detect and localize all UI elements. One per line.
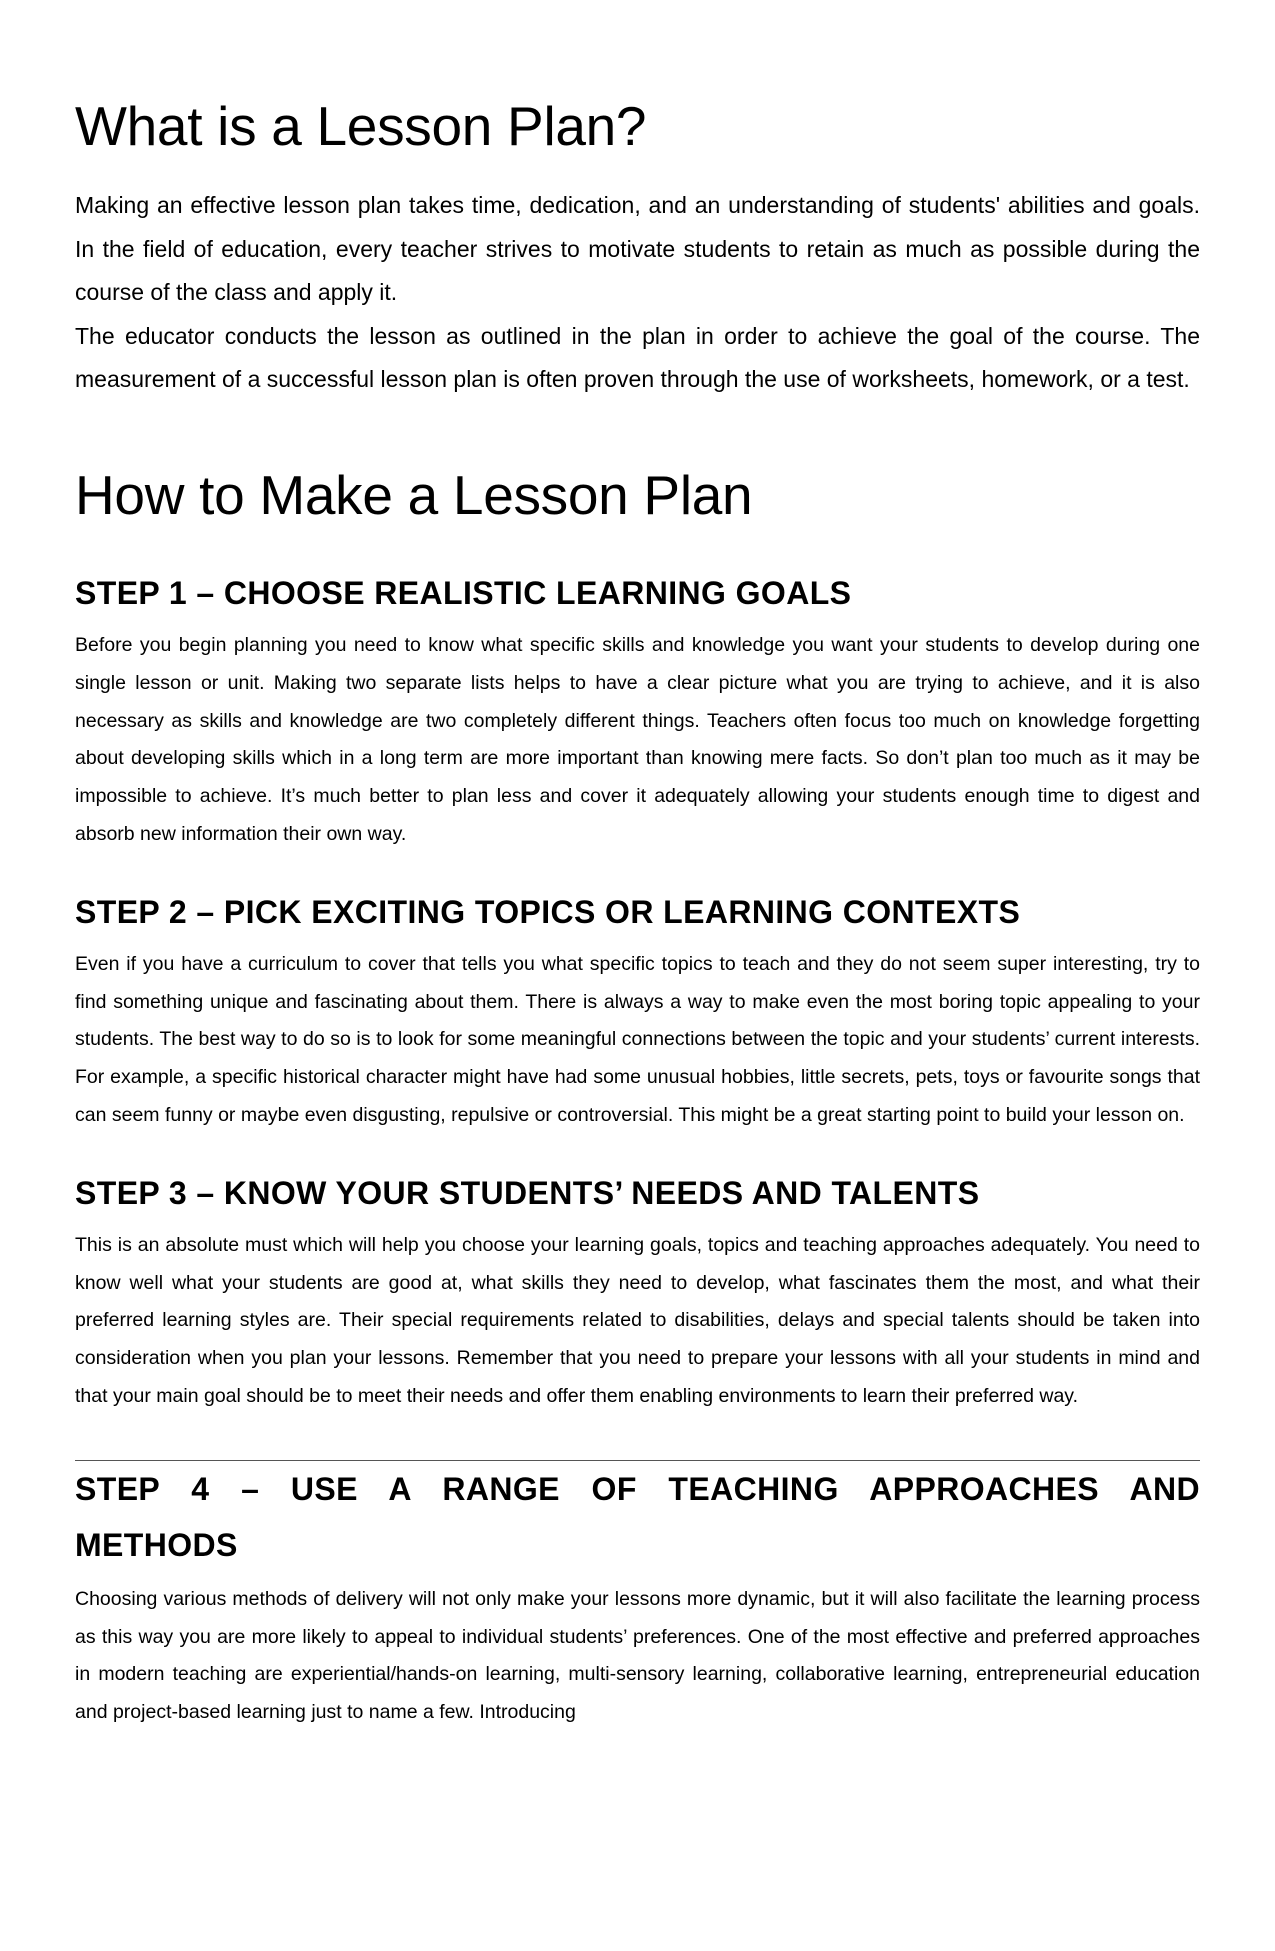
step-4-heading: STEP 4 – USE A RANGE OF TEACHING APPROACHES AND METHODS	[75, 1470, 1200, 1563]
intro-paragraph: Making an effective lesson plan takes time, dedication, and an understanding of students' abilities and goals. In the field of education, every teacher strives to motivate students to retain as much as possible during the course of the class and apply it.	[75, 192, 1200, 306]
step-4-body: Choosing various methods of delivery will not only make your lessons more dynamic, but it will also facilitate the learning process as this way you are more likely to appeal to individual students’ preferences. One of the most effective and preferred approaches in modern teaching are experiential/hands-on learning, multi-sensory learning, collaborative learning, entrepreneurial education and project-based learning just to name a few. Introducing	[75, 1587, 1200, 1724]
step-3-heading: STEP 3 – KNOW YOUR STUDENTS’ NEEDS AND TALENTS	[75, 1174, 980, 1211]
intro-block	[75, 184, 1200, 402]
step-2-body: Even if you have a curriculum to cover that tells you what specific topics to teach and they do not seem super interesting, try to find something unique and fascinating about them. There is always a way to make even the most boring topic appealing to your students. The best way to do so is to look for some meaningful connections between the topic and your students’ current interests. For example, a specific historical character might have had some unusual hobbies, little secrets, pets, toys or favourite songs that can seem funny or maybe even disgusting, repulsive or controversial. This might be a great starting point to build your lesson on.	[75, 952, 1200, 1126]
step-2-heading: STEP 2 – PICK EXCITING TOPICS OR LEARNING CONTEXTS	[75, 893, 1021, 930]
intro-paragraph: The educator conducts the lesson as outlined in the plan in order to achieve the goal of the course. The measurement of a successful lesson plan is often proven through the use of worksheets, homework, or a test.	[75, 322, 1200, 393]
step-1-body: Before you begin planning you need to know what specific skills and knowledge you want your students to develop during one single lesson or unit. Making two separate lists helps to have a clear picture what you are trying to achieve, and it is also necessary as skills and knowledge are two completely different things. Teachers often focus too much on knowledge forgetting about developing skills which in a long term are more important than knowing mere facts. So don’t plan too much as it may be impossible to achieve. It’s much better to plan less and cover it adequately allowing your students enough time to digest and absorb new information their own way.	[75, 634, 1200, 845]
section-title-what-is-lesson-plan: What is a Lesson Plan?	[75, 95, 647, 157]
step-3-body: This is an absolute must which will help you choose your learning goals, topics and teaching approaches adequately. You need to know well what your students are good at, what skills they need to develop, what fascinates them the most, and what their preferred learning styles are. Their special requirements related to disabilities, delays and special talents should be taken into consideration when you plan your lessons. Remember that you need to prepare your lessons with all your students in mind and that your main goal should be to meet their needs and offer them enabling environments to learn their preferred way.	[75, 1233, 1200, 1407]
section-title-how-to-make: How to Make a Lesson Plan	[75, 463, 753, 526]
step-1-heading: STEP 1 – CHOOSE REALISTIC LEARNING GOALS	[75, 575, 852, 611]
